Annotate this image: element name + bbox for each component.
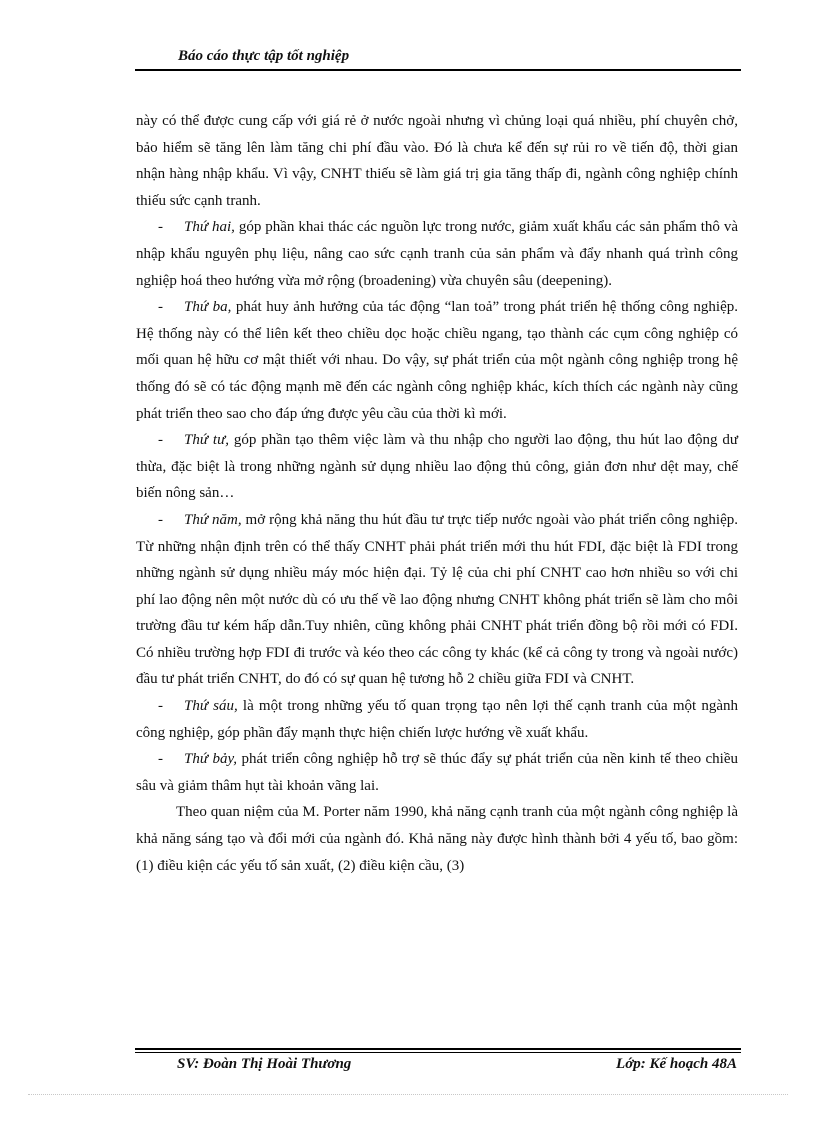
bullet-dash: - [158, 299, 163, 316]
bullet-dash: - [158, 432, 163, 449]
intro-paragraph: này có thể được cung cấp với giá rẻ ở nước ngoài nhưng vì chủng loại quá nhiều, phí chuyên chở, bảo hiểm sẽ tăng lên làm tăng chi phí đầu vào. Đó là chưa kể đến sự rủi ro về tiến độ, thời gian nhận hàng nhập khẩu. Vì vậy, CNHT thiếu sẽ làm giá trị gia tăng thấp đi, ngành công nghiệp chính thiếu sức cạnh tranh. [136, 113, 738, 209]
bullet-lead: Thứ sáu, [184, 698, 238, 715]
bullet-paragraph [136, 294, 738, 427]
page-footer [135, 1048, 741, 1078]
bullet-lead: Thứ năm, [184, 511, 242, 528]
page-header [135, 48, 741, 72]
bullet-dash: - [158, 751, 163, 768]
bullet-lead: Thứ bảy, [184, 751, 238, 768]
bullet-lead: Thứ tư, [184, 432, 230, 449]
closing-paragraph: Theo quan niệm của M. Porter năm 1990, khả năng cạnh tranh của một ngành công nghiệp là khả năng sáng tạo và đổi mới của ngành đó. Khả năng này được hình thành bởi 4 yếu tố, bao gồm: (1) điều kiện các yếu tố sản xuất, (2) điều kiện cầu, (3) [136, 804, 738, 874]
bullet-dash: - [158, 511, 163, 528]
bullet-paragraph [136, 214, 738, 294]
bullet-paragraph [136, 507, 738, 693]
bullet-dash: - [158, 698, 163, 715]
bullet-text: phát triển công nghiệp hỗ trợ sẽ thúc đẩy sự phát triển của nền kinh tế theo chiều sâu và giảm thâm hụt tài khoản vãng lai. [136, 751, 738, 794]
bullet-dash: - [158, 219, 163, 236]
bullet-text: góp phần khai thác các nguồn lực trong nước, giảm xuất khẩu các sản phẩm thô và nhập khẩu nguyên phụ liệu, nâng cao sức cạnh tranh của sản phẩm và đẩy nhanh quá trình công nghiệp hoá theo hướng vừa mở rộng (broadening) vừa chuyên sâu (deepening). [136, 219, 738, 289]
bullet-paragraph [136, 427, 738, 507]
bullet-paragraph [136, 693, 738, 746]
bullet-lead: Thứ hai, [184, 219, 235, 236]
body-text [136, 108, 738, 879]
header-rule [135, 69, 741, 71]
bullet-text: mở rộng khả năng thu hút đầu tư trực tiếp nước ngoài vào phát triển công nghiệp. Từ những nhận định trên có thể thấy CNHT phải phát triển mới thu hút FDI, đặc biệt là FDI trong những ngành sử dụng nhiều máy móc hiện đại. Tỷ lệ của chi phí CNHT cao hơn nhiều so với chi phí lao động nên một nước dù có ưu thế về lao động nhưng CNHT không phát triển sẽ làm cho môi trường đầu tư kém hấp dẫn.Tuy nhiên, cũng không phải CNHT phát triển đồng bộ rồi mới có FDI. Có nhiều trường hợp FDI đi trước và kéo theo các công ty khác (kể cả công ty trong và ngoài nước) đầu tư phát triển CNHT, do đó có sự quan hệ tương hỗ 2 chiều giữa FDI và CNHT. [136, 511, 738, 688]
bullet-text: là một trong những yếu tố quan trọng tạo nên lợi thế cạnh tranh của một ngành công nghiệp, góp phần đẩy mạnh thực hiện chiến lược hướng về xuất khẩu. [136, 698, 738, 741]
bullet-text: phát huy ảnh hưởng của tác động “lan toả” trong phát triển hệ thống công nghiệp. Hệ thống này có thể liên kết theo chiều dọc hoặc chiều ngang, tạo thành các cụm công nghiệp có mối quan hệ hữu cơ mật thiết với nhau. Do vậy, sự phát triển của một ngành công nghiệp trong hệ thống đó sẽ có tác động mạnh mẽ đến các ngành công nghiệp khác, kích thích các ngành này cũng phát triển theo sao cho đáp ứng được yêu cầu của thời kì mới. [136, 299, 738, 422]
footer-class-name: Lớp: Kế hoạch 48A [616, 1056, 737, 1072]
page-edge-dotted-line [28, 1094, 788, 1095]
footer-rule-thin [135, 1052, 741, 1053]
bullet-lead: Thứ ba, [184, 299, 232, 316]
bullet-text: góp phần tạo thêm việc làm và thu nhập cho người lao động, thu hút lao động dư thừa, đặc biệt là trong những ngành sử dụng nhiều lao động thủ công, giản đơn như dệt may, chế biến nông sản… [136, 432, 739, 502]
footer-rule [135, 1048, 741, 1050]
bullet-paragraph [136, 746, 738, 799]
footer-student-name: SV: Đoàn Thị Hoài Thương [177, 1056, 352, 1072]
header-title: Báo cáo thực tập tốt nghiệp [178, 48, 350, 64]
